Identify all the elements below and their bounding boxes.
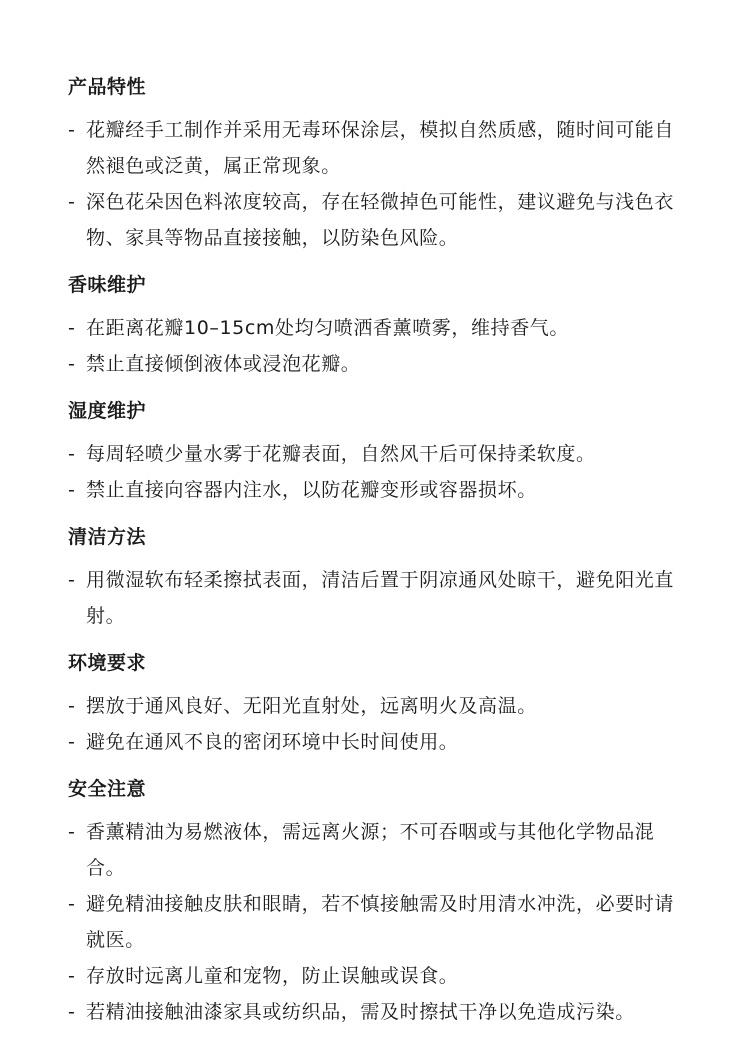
list-item: - 若精油接触油漆家具或纺织品，需及时擦拭干净以免造成污染。: [68, 994, 684, 1030]
list-item: - 用微湿软布轻柔擦拭表面，清洁后置于阴凉通风处晾干，避免阳光直射。: [68, 562, 684, 634]
section-environment: [68, 650, 684, 760]
list-item: - 避免精油接触皮肤和眼睛，若不慎接触需及时用清水冲洗，必要时请就医。: [68, 886, 684, 958]
list-item: - 存放时远离儿童和宠物，防止误触或误食。: [68, 958, 684, 994]
list-item: - 避免在通风不良的密闭环境中长时间使用。: [68, 724, 684, 760]
section-humidity-care: [68, 398, 684, 508]
list-item: - 每周轻喷少量水雾于花瓣表面，自然风干后可保持柔软度。: [68, 436, 684, 472]
section-product-features: [68, 74, 684, 256]
section-title: 安全注意: [68, 778, 147, 800]
section-cleaning-method: [68, 524, 684, 634]
section-title: 香味维护: [68, 274, 147, 296]
section-fragrance-care: [68, 272, 684, 382]
list-item: - 禁止直接倾倒液体或浸泡花瓣。: [68, 346, 684, 382]
list-item: - 禁止直接向容器内注水，以防花瓣变形或容器损坏。: [68, 472, 684, 508]
section-title: 产品特性: [68, 76, 147, 98]
section-title: 湿度维护: [68, 400, 147, 422]
list-item: - 在距离花瓣10–15cm处均匀喷洒香薰喷雾，维持香气。: [68, 310, 684, 346]
section-safety: [68, 776, 684, 1030]
section-title: 清洁方法: [68, 526, 147, 548]
list-item: - 花瓣经手工制作并采用无毒环保涂层，模拟自然质感，随时间可能自然褪色或泛黄，属正常现象。: [68, 112, 684, 184]
list-item: - 摆放于通风良好、无阳光直射处，远离明火及高温。: [68, 688, 684, 724]
list-item: - 香薰精油为易燃液体，需远离火源；不可吞咽或与其他化学物品混合。: [68, 814, 684, 886]
list-item: - 深色花朵因色料浓度较高，存在轻微掉色可能性，建议避免与浅色衣物、家具等物品直接接触，以防染色风险。: [68, 184, 684, 256]
section-title: 环境要求: [68, 652, 147, 674]
